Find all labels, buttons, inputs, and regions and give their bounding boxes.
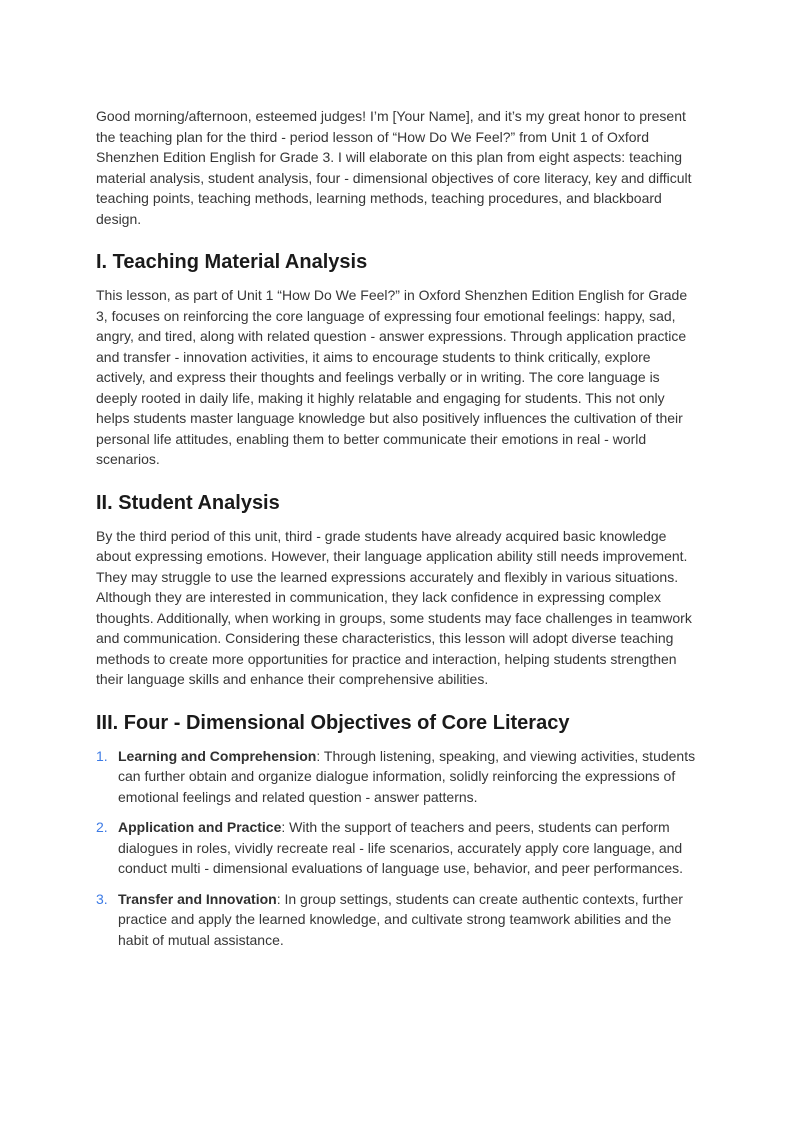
student-analysis-paragraph: By the third period of this unit, third - grade students have already acquired basic knowledge about expressing emotions. However, their language application ability still needs improvement. They may struggle to use the learned expressions accurately and flexibly in various situations. Although they are interested in communication, they lack confidence in expressing complex thoughts. Additionally, when working in groups, some students may face challenges in teamwork and communication. Considering these characteristics, this lesson will adopt diverse teaching methods to create more opportunities for practice and interaction, helping students strengthen their language skills and enhance their comprehensive abilities. <box>96 527 692 687</box>
list-item-number: 1. <box>96 747 108 764</box>
list-item-number: 3. <box>96 890 108 907</box>
list-item-number: 2. <box>96 819 108 835</box>
list-item-learning-and-comprehension <box>96 746 700 808</box>
list-item-text: : With the support of teachers and peers, students can perform dialogues in roles, vividly recreate real - life scenarios, accurately apply core language, and conduct multi - dimensional evaluations of language use, behavior, and peer performances. <box>118 819 684 876</box>
list-item-content <box>118 746 700 808</box>
list-item-term: Transfer and Innovation <box>118 890 277 907</box>
list-item-text: : Through listening, speaking, and viewing activities, students can further obtain and organize dialogue information, solidly reinforcing the expressions of emotional feelings and related question - answer patterns. <box>118 747 696 805</box>
intro-paragraph: Good morning/afternoon, esteemed judges! I’m [Your Name], and it’s my great honor to present the teaching plan for the third - period lesson of “How Do We Feel?” from Unit 1 of Oxford Shenzhen Edition English for Grade 3. I will elaborate on this plan from eight aspects: teaching material analysis, student analysis, four - dimensional objectives of core literacy, key and difficult teaching points, teaching methods, learning methods, teaching procedures, and blackboard design. <box>96 108 692 227</box>
list-item-content <box>118 817 700 879</box>
list-item-term: Application and Practice <box>118 819 282 835</box>
list-item-content <box>118 889 700 951</box>
section-heading-core-literacy-objectives: III. Four - Dimensional Objectives of Core Literacy <box>96 711 570 734</box>
section-heading-student-analysis: II. Student Analysis <box>96 491 280 514</box>
list-item-term: Learning and Comprehension <box>118 747 317 764</box>
list-item-text: : In group settings, students can create authentic contexts, further practice and apply the learned knowledge, and cultivate strong teamwork abilities and the habit of mutual assistance. <box>118 890 683 948</box>
teaching-material-analysis-paragraph: This lesson, as part of Unit 1 “How Do We Feel?” in Oxford Shenzhen Edition English for Grade 3, focuses on reinforcing the core language of expressing four emotional feelings: happy, sad, angry, and tired, along with related question - answer expressions. Through application practice and transfer - innovation activities, it aims to encourage students to think critically, explore actively, and express their thoughts and feelings verbally or in writing. The core language is deeply rooted in daily life, making it highly relatable and engaging for students. This not only helps students master language knowledge but also positively influences the cultivation of their personal life attitudes, enabling them to better communicate their emotions in real - world scenarios. <box>96 287 688 467</box>
section-heading-teaching-material-analysis: I. Teaching Material Analysis <box>96 251 368 273</box>
list-item-application-and-practice <box>96 817 700 879</box>
list-item-transfer-and-innovation <box>96 889 700 951</box>
objectives-list <box>96 746 700 951</box>
